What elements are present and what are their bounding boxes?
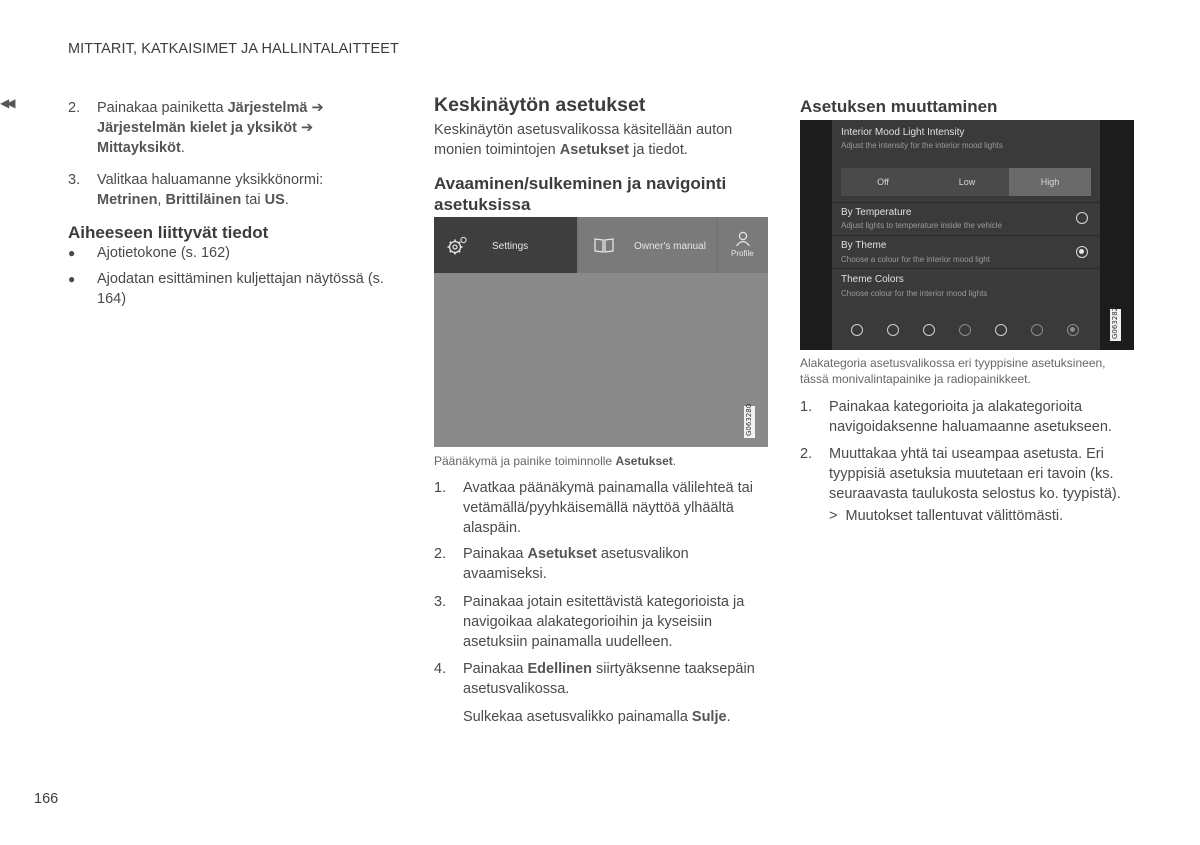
radio-by-theme[interactable] [1076,246,1088,258]
theme-color-option-selected[interactable] [1067,324,1079,336]
person-icon [735,231,751,247]
double-triangle-left-icon[interactable]: ◀◀ [0,96,13,110]
mood-light-settings-screenshot [800,120,1134,350]
arrow-right-icon: ➔ [300,120,314,136]
setting-description: Adjust lights to temperature inside the vehicle [841,221,1002,230]
section-heading: Asetuksen muuttaminen [800,97,998,116]
tab-profile[interactable]: Profile [718,217,768,273]
tab-settings[interactable]: Settings [434,217,577,273]
bullet-icon: ● [68,246,76,260]
book-icon [593,237,615,253]
step-2: 2. Painakaa painiketta Järjestelmä ➔ Järjestelmän kielet ja yksiköt ➔ Mittayksiköt. [68,100,324,156]
divider [832,202,1100,203]
theme-color-option[interactable] [923,324,935,336]
setting-description: Choose colour for the interior mood lights [841,289,988,298]
setting-description: Adjust the intensity for the interior mood lights [841,141,1003,150]
segment-off[interactable]: Off [877,177,889,187]
setting-title: By Theme [841,240,887,251]
section-heading: Keskinäytön asetukset [434,94,646,116]
page-number: 166 [34,791,59,807]
option-us: US [264,192,285,208]
menu-path-languages-units: Järjestelmän kielet ja yksiköt [97,120,297,136]
chapter-title: MITTARIT, KATKAISIMET JA HALLINTALAITTEET [68,41,399,57]
list-item: 4. Painakaa Edellinen siirtyäksenne taaksepäin asetusvalikossa. [434,661,755,697]
divider [832,235,1100,236]
menu-path-units: Mittayksiköt [97,140,181,156]
option-metric: Metrinen [97,192,158,208]
radio-by-temperature[interactable] [1076,212,1088,224]
theme-color-option[interactable] [887,324,899,336]
segment-high[interactable]: High [1009,168,1091,196]
step-3: 3. Valitkaa haluamanne yksikkönormi: Metrinen, Brittiläinen tai US. [68,172,324,208]
setting-description: Choose a colour for the interior mood light [841,255,990,264]
intensity-segmented-control[interactable] [841,168,1091,196]
theme-color-option[interactable] [1031,324,1043,336]
list-item: 1. Painakaa kategorioita ja alakategorioita navigoidaksenne haluamaanne asetukseen. [800,399,1112,435]
theme-color-option[interactable] [851,324,863,336]
subsection-heading: Avaaminen/sulkeminen ja navigointi asetuksissa [434,174,727,214]
figure-code: G063280 [745,403,753,436]
settings-main-view-screenshot [434,217,768,447]
close-instruction: Sulkekaa asetusvalikko painamalla Sulje. [463,709,731,725]
list-item: 3. Painakaa jotain esitettävistä kategorioista ja navigoikaa alakategorioihin ja kyseisiin asetuksiin painamalla uudelleen. [434,594,745,650]
result-marker: > [829,508,838,524]
list-item: 1. Avatkaa päänäkymä painamalla välilehteä tai vetämällä/pyyhkäisemällä näyttöä ylhäältä alaspäin. [434,480,753,536]
figure-caption: Alakategoria asetusvalikossa eri tyyppisine asetuksineen, tässä monivalintapainike ja radiopainikkeet. [800,356,1106,386]
bullet-icon: ● [68,272,76,286]
menu-path-system: Järjestelmä [227,100,308,116]
list-item: 2. Muuttakaa yhtä tai useampaa asetusta. Eri tyyppisiä asetuksia muutetaan eri tavoin (ks. seuraavasta taulukosta selostus ko. tyypistä). [800,446,1121,502]
option-imperial: Brittiläinen [165,192,242,208]
tab-owners-manual[interactable]: Owner's manual [579,217,716,273]
theme-color-option[interactable] [959,324,971,336]
related-link[interactable]: ● Ajotietokone (s. 162) [68,245,230,261]
related-heading: Aiheeseen liittyvät tiedot [68,223,269,242]
setting-title: Theme Colors [841,274,904,285]
segment-low[interactable]: Low [958,177,976,187]
list-item: 2. Painakaa Asetukset asetusvalikon avaamiseksi. [434,546,689,582]
settings-panel [832,120,1100,350]
intro-paragraph: Keskinäytön asetusvalikossa käsitellään auton monien toimintojen Asetukset ja tiedot. [434,122,733,158]
result-line: > Muutokset tallentuvat välittömästi. [829,508,1064,524]
setting-title: By Temperature [841,207,912,218]
arrow-right-icon: ➔ [311,100,324,116]
theme-color-option[interactable] [995,324,1007,336]
figure-code: G063282 [1111,306,1119,339]
figure-caption: Päänäkymä ja painike toiminnolle Asetukset. [434,454,677,468]
divider [832,268,1100,269]
setting-title: Interior Mood Light Intensity [841,127,965,138]
gear-icon [446,236,468,256]
related-link[interactable]: ● Ajodatan esittäminen kuljettajan näytössä (s. 164) [68,271,384,307]
